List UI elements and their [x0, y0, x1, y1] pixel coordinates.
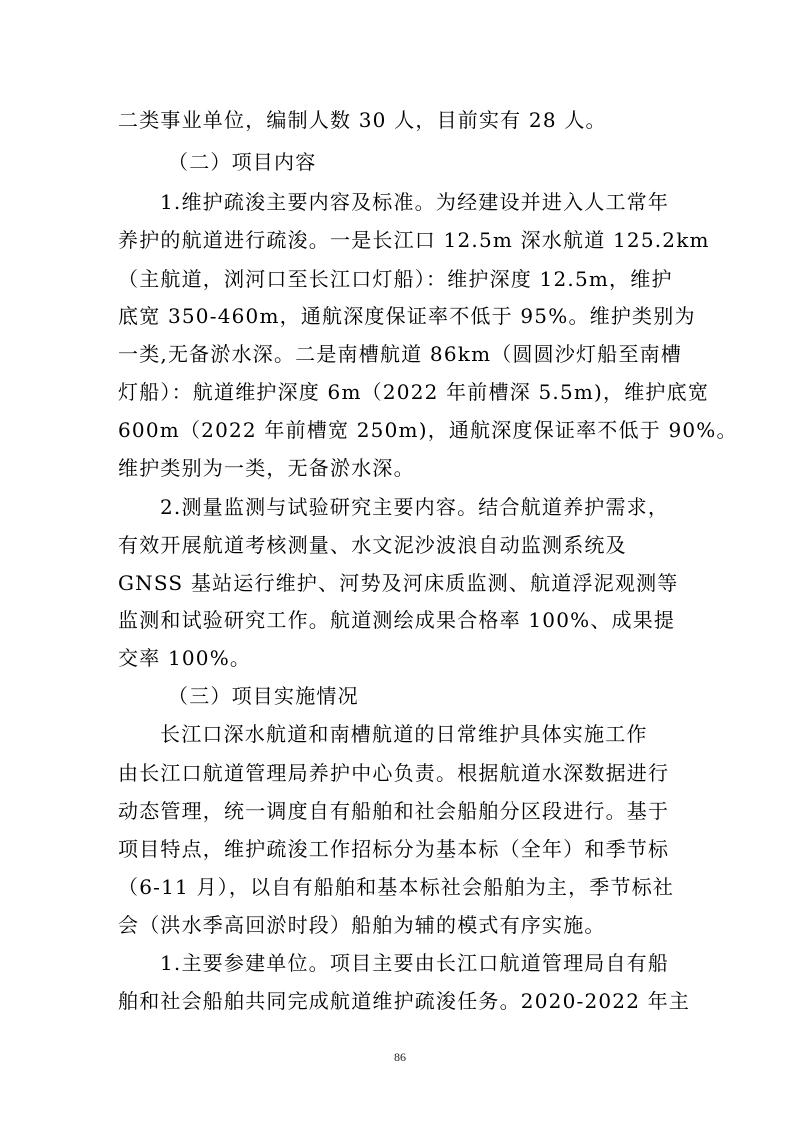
body-text-line: 长江口深水航道和南槽航道的日常维护具体实施工作 — [160, 722, 648, 746]
body-text-line: 交率 100%。 — [118, 646, 252, 670]
body-text-line: 600m（2022 年前槽宽 250m)，通航深度保证率不低于 90%。 — [118, 418, 738, 442]
body-text-line: 会（洪水季高回淤时段）船舶为辅的模式有序实施。 — [118, 913, 606, 937]
body-text-line: 有效开展航道考核测量、水文泥沙波浪自动监测系统及 — [118, 533, 627, 557]
body-text-line: 1.维护疏浚主要内容及标准。为经建设并进入人工常年 — [160, 190, 670, 214]
body-text-line: 养护的航道进行疏浚。一是长江口 12.5m 深水航道 125.2km — [118, 228, 710, 252]
body-text-line: 灯船）：航道维护深度 6m（2022 年前槽深 5.5m)，维护底宽 — [118, 380, 710, 404]
section-heading: （二）项目内容 — [168, 150, 317, 174]
body-text-line: 1.主要参建单位。项目主要由长江口航道管理局自有船 — [160, 951, 670, 975]
body-text-line: 监测和试验研究工作。航道测绘成果合格率 100%、成果提 — [118, 608, 676, 632]
body-text-line: 维护类别为一类，无备淤水深。 — [118, 456, 415, 480]
body-text-line: （6-11 月），以自有船舶和基本标社会船舶为主，季节标社 — [118, 875, 675, 899]
body-text-line: 舶和社会船舶共同完成航道维护疏浚任务。2020-2022 年主 — [118, 989, 691, 1013]
body-text-line: 由长江口航道管理局养护中心负责。根据航道水深数据进行 — [118, 761, 670, 785]
body-text-line: （主航道，浏河口至长江口灯船）：维护深度 12.5m，维护 — [118, 267, 673, 291]
section-heading: （三）项目实施情况 — [168, 684, 359, 708]
body-text-line: GNSS 基站运行维护、河势及河床质监测、航道浮泥观测等 — [118, 571, 679, 595]
body-text-line: 底宽 350-460m，通航深度保证率不低于 95%。维护类别为 — [118, 304, 696, 328]
body-text-line: 2.测量监测与试验研究主要内容。结合航道养护需求， — [160, 495, 670, 519]
body-text-line: 一类,无备淤水深。二是南槽航道 86km（圆圆沙灯船至南槽 — [118, 342, 683, 366]
body-text-line: 动态管理，统一调度自有船舶和社会船舶分区段进行。基于 — [118, 799, 670, 823]
body-text-line: 项目特点，维护疏浚工作招标分为基本标（全年）和季节标 — [118, 837, 670, 861]
body-text-line: 二类事业单位，编制人数 30 人，目前实有 28 人。 — [118, 108, 607, 132]
page-number: 86 — [394, 1050, 406, 1064]
